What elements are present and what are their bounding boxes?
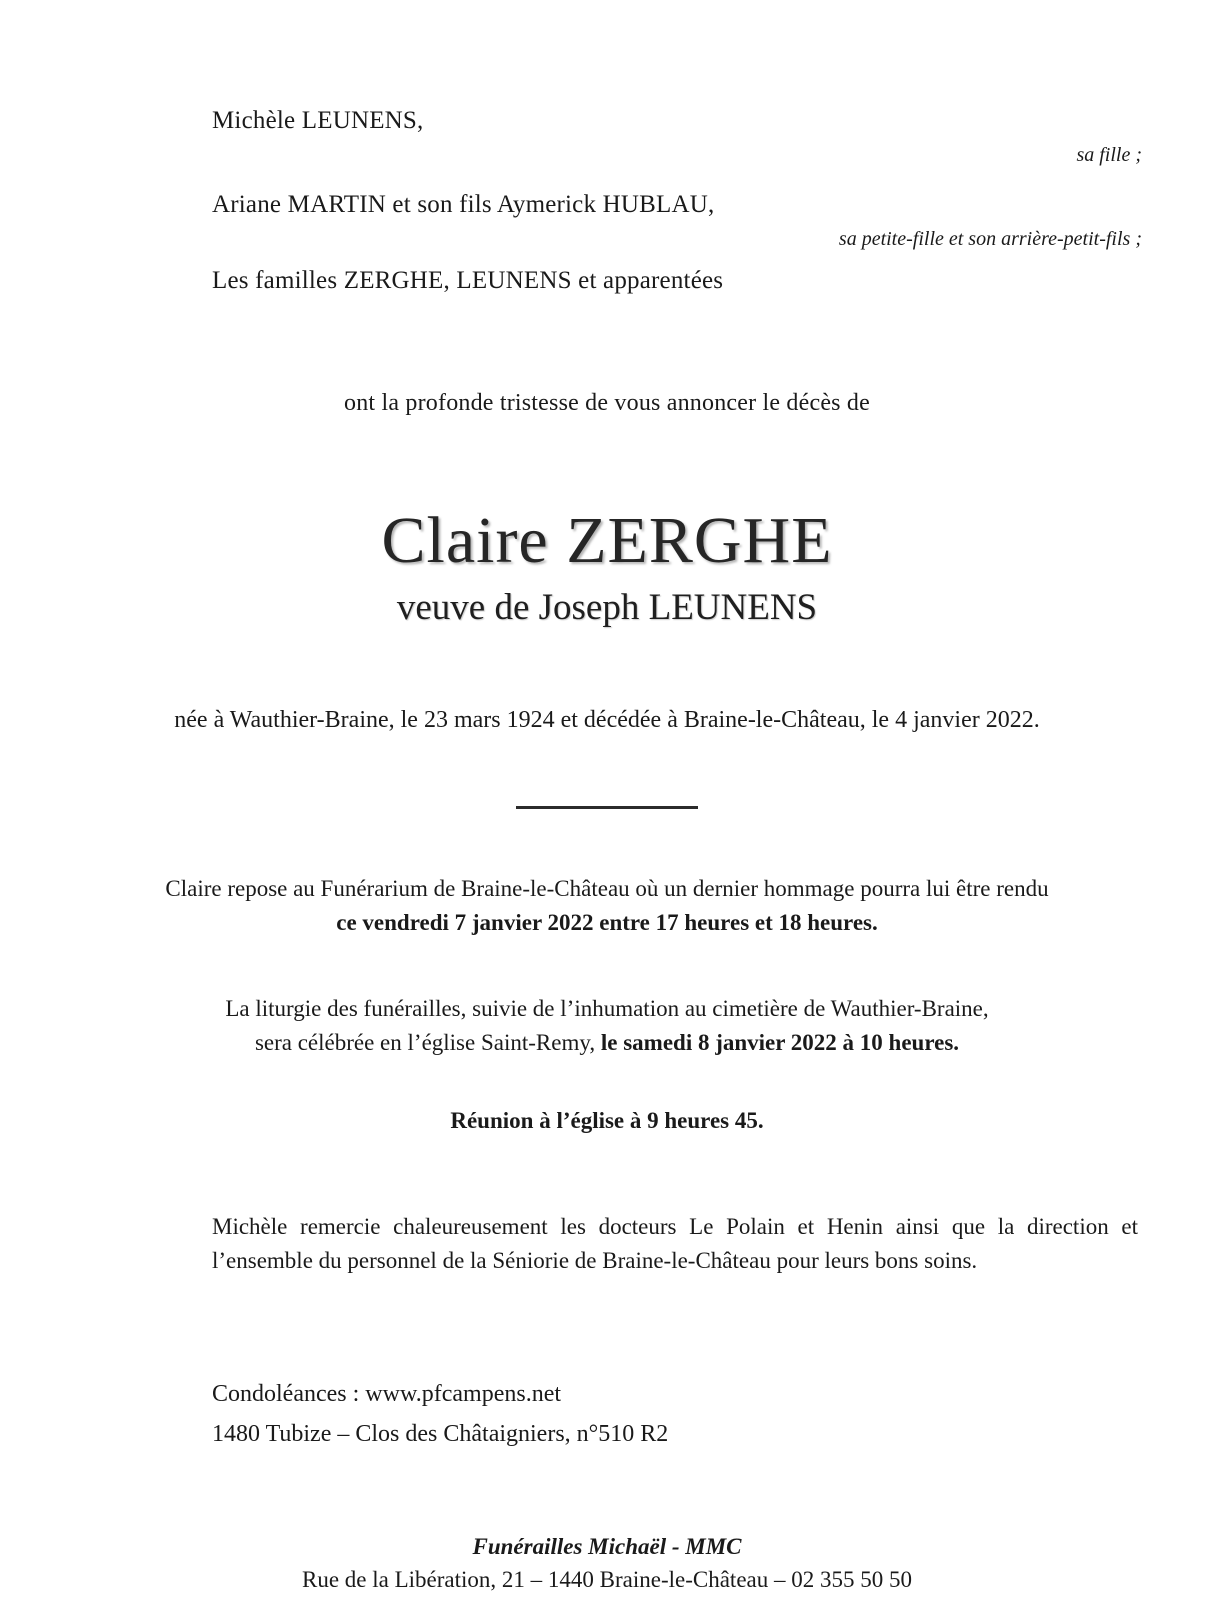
relative-relation: sa fille ;: [1076, 144, 1142, 166]
deceased-block: [0, 503, 1214, 631]
divider-wrap: [0, 796, 1214, 814]
visitation-line-2: ce vendredi 7 janvier 2022 entre 17 heures et 18 heures.: [336, 910, 878, 935]
relative-entry: [212, 188, 1142, 254]
relatives-block: [0, 104, 1214, 298]
deceased-spouse: veuve de Joseph LEUNENS: [396, 587, 818, 628]
relative-name: Les familles ZERGHE, LEUNENS et apparentées: [212, 267, 724, 294]
section-divider: [516, 806, 698, 809]
birth-death-line: née à Wauthier-Braine, le 23 mars 1924 et décédée à Braine-le-Château, le 4 janvier 2022.: [174, 707, 1040, 733]
gathering-block: [0, 1104, 1214, 1138]
relative-relation: sa petite-fille et son arrière-petit-fils ;: [838, 228, 1142, 250]
obituary-page: [0, 104, 1214, 1613]
footer-company-name: Funérailles Michaël - MMC: [472, 1534, 742, 1559]
contact-block: [0, 1374, 1214, 1454]
relative-entry: [212, 264, 1142, 298]
footer-block: [0, 1531, 1214, 1597]
ceremony-church: sera célébrée en l’église Saint-Remy,: [254, 1030, 596, 1055]
announcement-line: ont la profonde tristesse de vous annoncer le décès de: [344, 390, 870, 416]
ceremony-line-2: [0, 1026, 1214, 1060]
visitation-block: [0, 872, 1214, 940]
relative-name: Ariane MARTIN et son fils Aymerick HUBLAU,: [212, 191, 715, 218]
ceremony-block: [0, 992, 1214, 1060]
relative-entry: [212, 104, 1142, 170]
gathering-line: Réunion à l’église à 9 heures 45.: [450, 1108, 764, 1133]
deceased-name: Claire ZERGHE: [381, 504, 833, 577]
condolences-line: Condoléances : www.pfcampens.net: [212, 1381, 562, 1407]
relative-name: Michèle LEUNENS,: [212, 107, 424, 134]
thanks-paragraph: Michèle remercie chaleureusement les docteurs Le Polain et Henin ainsi que la direction et l’ensemble du personnel de la Séniorie de Braine-le-Château pour leurs bons soins.: [212, 1214, 1138, 1273]
contact-address-line: 1480 Tubize – Clos des Châtaigniers, n°510 R2: [212, 1421, 669, 1447]
visitation-line-1: Claire repose au Funérarium de Braine-le-Château où un dernier hommage pourra lui être rendu: [165, 876, 1049, 901]
ceremony-line-1: La liturgie des funérailles, suivie de l’inhumation au cimetière de Wauthier-Braine,: [225, 996, 989, 1021]
footer-address: Rue de la Libération, 21 – 1440 Braine-le-Château – 02 355 50 50: [302, 1567, 912, 1592]
ceremony-datetime: le samedi 8 janvier 2022 à 10 heures.: [600, 1030, 960, 1055]
